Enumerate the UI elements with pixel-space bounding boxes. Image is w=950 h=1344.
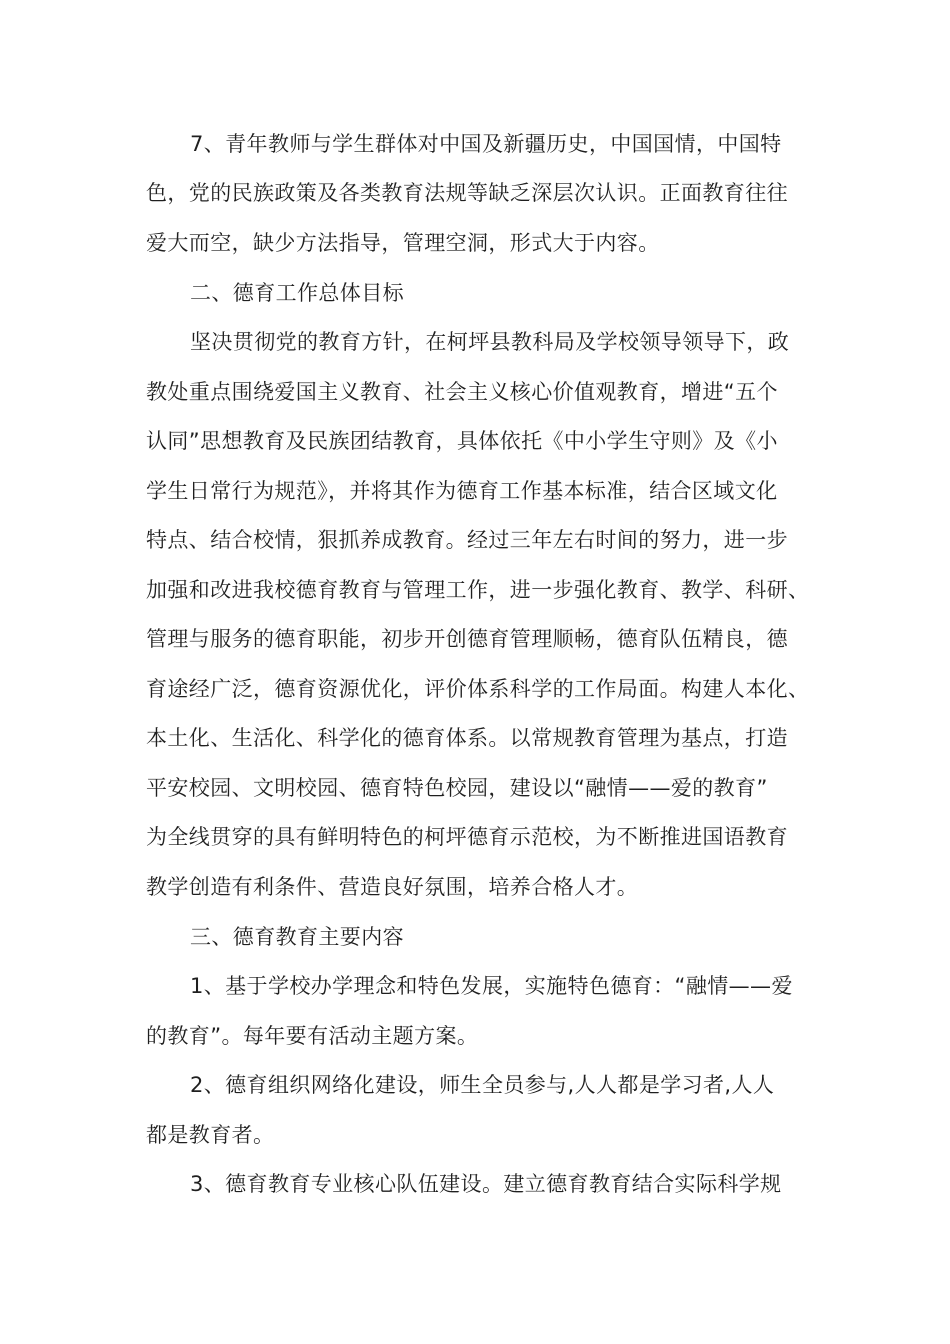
paragraph-line: 管理与服务的德育职能，初步开创德育管理顺畅，德育队伍精良，德: [146, 627, 788, 651]
paragraph-line: 色，党的民族政策及各类教育法规等缺乏深层次认识。正面教育往往: [146, 181, 788, 205]
paragraph-line: 教处重点围绕爱国主义教育、社会主义核心价值观教育，增进“五个: [146, 380, 778, 404]
section-heading: 三、德育教育主要内容: [190, 925, 404, 949]
paragraph-line: 特点、结合校情，狠抓养成教育。经过三年左右时间的努力，进一步: [146, 528, 788, 552]
paragraph-line: 爱大而空，缺少方法指导，管理空洞，形式大于内容。: [146, 231, 660, 255]
paragraph-line: 本土化、生活化、科学化的德育体系。以常规教育管理为基点，打造: [146, 726, 788, 750]
paragraph-line: 育途经广泛，德育资源优化，评价体系科学的工作局面。构建人本化、: [146, 677, 810, 701]
paragraph-line: 认同”思想教育及民族团结教育，具体依托《中小学生守则》及《小: [146, 429, 778, 453]
paragraph-line: 教学创造有利条件、营造良好氛围，培养合格人才。: [146, 875, 639, 899]
paragraph-line: 1、基于学校办学理念和特色发展，实施特色德育：“融情——爱: [190, 974, 793, 998]
paragraph-line: 学生日常行为规范》，并将其作为德育工作基本标准，结合区域文化: [146, 479, 778, 503]
paragraph-line: 都是教育者。: [146, 1123, 275, 1147]
paragraph-line: 的教育”。每年要有活动主题方案。: [146, 1024, 479, 1048]
paragraph-line: 加强和改进我校德育教育与管理工作，进一步强化教育、教学、科研、: [146, 578, 810, 602]
paragraph-line: 平安校园、文明校园、德育特色校园，建设以“融情——爱的教育”: [146, 776, 768, 800]
section-heading: 二、德育工作总体目标: [190, 281, 404, 305]
paragraph-line: 2、德育组织网络化建设，师生全员参与,人人都是学习者,人人: [190, 1073, 775, 1097]
paragraph-line: 为全线贯穿的具有鲜明特色的柯坪德育示范校，为不断推进国语教育: [146, 825, 788, 849]
paragraph-line: 坚决贯彻党的教育方针，在柯坪县教科局及学校领导领导下，政: [190, 330, 790, 354]
paragraph-line: 7、青年教师与学生群体对中国及新疆历史，中国国情，中国特: [190, 132, 782, 156]
paragraph-line: 3、德育教育专业核心队伍建设。建立德育教育结合实际科学规: [190, 1172, 782, 1196]
